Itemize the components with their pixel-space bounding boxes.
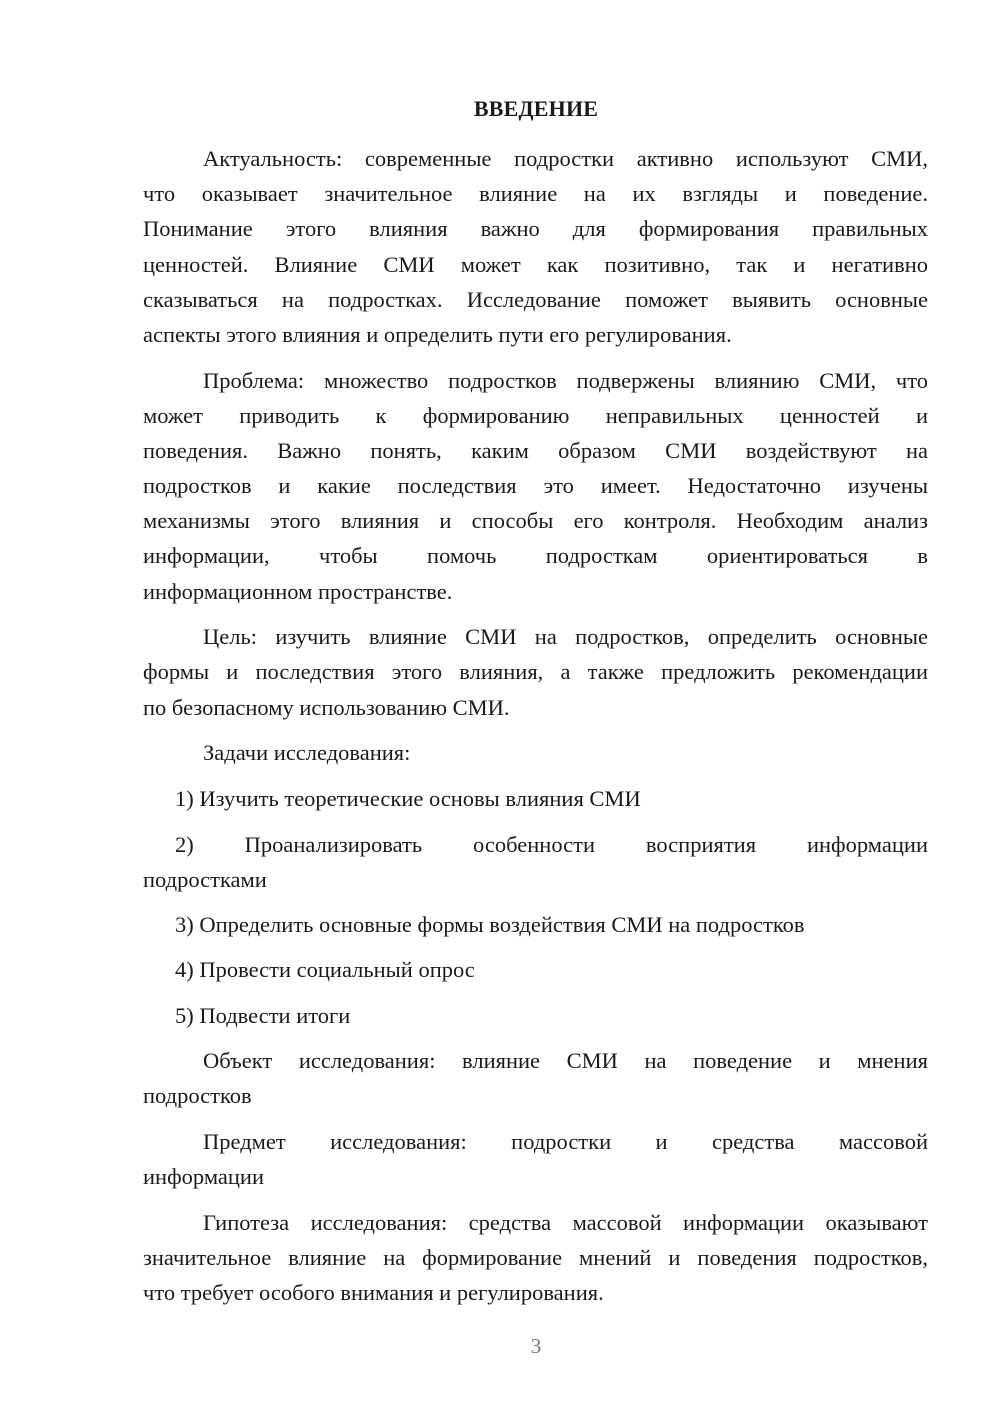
hypothesis-line: Гипотеза исследования: средства массовой информации оказывают <box>203 1210 928 1235</box>
subject-line: Предмет исследования: подростки и средства массовой <box>203 1129 928 1154</box>
object-line: Объект исследования: влияние СМИ на поведение и мнения <box>203 1048 928 1073</box>
tasks-heading: Задачи исследования: <box>203 740 411 765</box>
hypothesis-line: что требует особого внимания и регулирования. <box>143 1280 604 1305</box>
page-number: 3 <box>530 1334 542 1358</box>
task-item: 4) Провести социальный опрос <box>175 957 475 982</box>
relevance-line: Актуальность: современные подростки активно используют СМИ, <box>203 146 928 171</box>
goal-line: формы и последствия этого влияния, а также предложить рекомендации <box>143 659 928 684</box>
task-item-continuation: подростками <box>143 867 267 892</box>
goal-line: по безопасному использованию СМИ. <box>143 695 510 720</box>
problem-line: информационном пространстве. <box>143 579 453 604</box>
problem-line: механизмы этого влияния и способы его контроля. Необходим анализ <box>143 508 928 533</box>
page-title: ВВЕДЕНИЕ <box>473 96 599 121</box>
problem-line: может приводить к формированию неправильных ценностей и <box>143 403 928 428</box>
task-item: 3) Определить основные формы воздействия СМИ на подростков <box>175 912 805 937</box>
goal-line: Цель: изучить влияние СМИ на подростков, определить основные <box>203 624 928 649</box>
problem-line: информации, чтобы помочь подросткам ориентироваться в <box>143 543 928 568</box>
problem-line: Проблема: множество подростков подвержены влиянию СМИ, что <box>203 368 928 393</box>
task-item: 1) Изучить теоретические основы влияния СМИ <box>175 786 641 811</box>
subject-line: информации <box>143 1164 265 1189</box>
hypothesis-line: значительное влияние на формирование мнений и поведения подростков, <box>143 1245 928 1270</box>
relevance-line: что оказывает значительное влияние на их взгляды и поведение. <box>143 181 928 206</box>
task-item: 5) Подвести итоги <box>175 1003 351 1028</box>
object-line: подростков <box>143 1083 252 1108</box>
relevance-line: сказываться на подростках. Исследование поможет выявить основные <box>143 287 928 312</box>
task-item: 2) Проанализировать особенности восприятия информации <box>175 832 928 857</box>
problem-line: поведения. Важно понять, каким образом СМИ воздействуют на <box>143 438 928 463</box>
relevance-line: Понимание этого влияния важно для формирования правильных <box>143 216 928 241</box>
relevance-line: аспекты этого влияния и определить пути его регулирования. <box>143 322 732 347</box>
problem-line: подростков и какие последствия это имеет. Недостаточно изучены <box>143 473 928 498</box>
relevance-line: ценностей. Влияние СМИ может как позитивно, так и негативно <box>143 252 928 277</box>
